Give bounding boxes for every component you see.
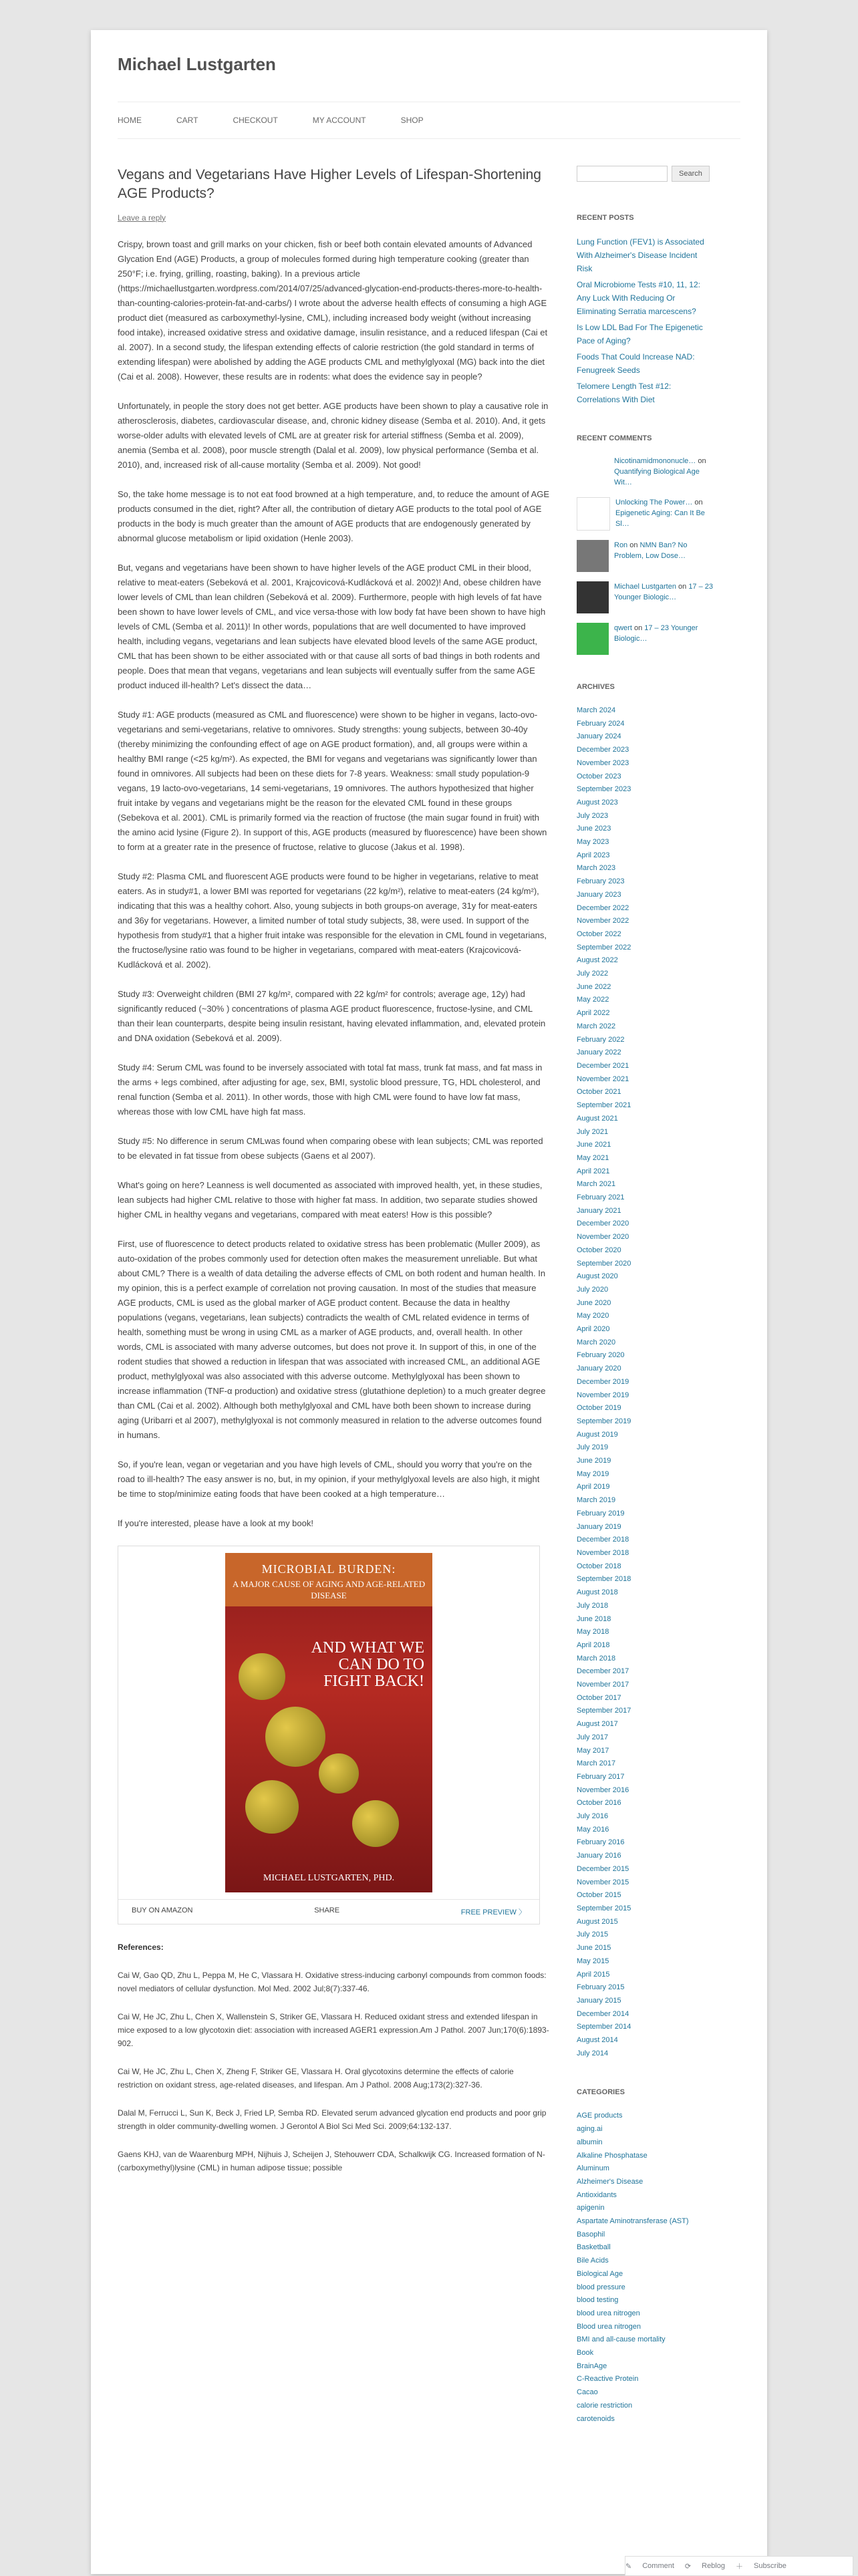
archive-link[interactable]: February 2022 — [577, 1035, 625, 1044]
archive-link[interactable]: January 2016 — [577, 1852, 621, 1860]
search-form — [577, 166, 714, 182]
recent-post-link[interactable]: Lung Function (FEV1) is Associated With Alzheimer's Disease Incident Risk — [577, 237, 704, 273]
book-cover-header — [225, 1553, 432, 1607]
archive-link[interactable]: April 2018 — [577, 1640, 610, 1649]
archive-link[interactable]: December 2022 — [577, 903, 629, 912]
recent-comment-text — [615, 497, 714, 529]
recent-comment-text — [614, 581, 714, 603]
book-widget — [118, 1546, 540, 1924]
post-paragraph: Study #4: Serum CML was found to be inversely associated with total fat mass, trunk fat mass, and fat mass in the arms + legs combined, after adjusting for age, sex, BMI, systolic blood pressure, TG, HDL cholesterol, and renal function (Semba et al. 2011). In other words, those with high CML were found to have low fat mass, whereas those with low CML have high fat mass. — [118, 1062, 543, 1117]
category-link[interactable]: aging.ai — [577, 2125, 603, 2134]
recent-comment-item — [577, 456, 714, 488]
recent-comment-text — [614, 540, 714, 561]
search-button[interactable]: Search — [672, 166, 710, 182]
archive-link[interactable]: August 2020 — [577, 1272, 618, 1281]
microbe-image — [319, 1753, 359, 1794]
archive-link[interactable]: November 2019 — [577, 1391, 629, 1399]
post-paragraph: Unfortunately, in people the story does not get better. AGE products have been shown to play a causative role in atherosclerosis, diabetes, cardiovascular disease, and, chronic kidney disease (Semba et al. 2010). And, it gets worse-older adults with elevated levels of CML are at greater risk for arterial stiffness (Semba et al. 2009), anemia (Semba et al. 2008), poor muscle strength (Dalal et al. 2009), low physical performance (Semba et al. 2010), and, increased risk of all-cause mortality (Semba et al. 2009). Not good! — [118, 400, 549, 470]
archive-link[interactable]: April 2021 — [577, 1167, 610, 1175]
category-link[interactable]: Aspartate Aminotransferase (AST) — [577, 2217, 689, 2226]
archive-link[interactable]: August 2023 — [577, 798, 618, 807]
archive-link[interactable]: July 2017 — [577, 1733, 609, 1741]
archive-link[interactable]: November 2023 — [577, 758, 629, 767]
categories-widget — [577, 2088, 714, 2426]
archive-link[interactable]: February 2021 — [577, 1193, 625, 1202]
archives-title: ARCHIVES — [577, 683, 615, 691]
book-actions — [118, 1899, 539, 1924]
archive-link[interactable]: May 2021 — [577, 1153, 609, 1162]
references-list — [118, 1969, 550, 2174]
nav-shop[interactable]: SHOP — [400, 116, 424, 125]
archive-link[interactable]: July 2015 — [577, 1930, 609, 1939]
archive-link[interactable]: October 2019 — [577, 1404, 621, 1413]
recent-comment-text — [614, 456, 714, 488]
archive-link[interactable]: January 2023 — [577, 890, 621, 899]
archive-link[interactable]: May 2020 — [577, 1312, 609, 1320]
avatar — [577, 623, 609, 655]
comment-author-link[interactable]: Ron — [614, 541, 628, 549]
recent-comment-text — [614, 623, 714, 644]
reference-item: Dalal M, Ferrucci L, Sun K, Beck J, Fried LP, Semba RD. Elevated serum advanced glycation end products and poor grip strength in older community-dwelling women. J Gerontol A Biol Sci Med Sci. 2009;64:132-137. — [118, 2108, 547, 2131]
comment-on-label: on — [631, 624, 645, 632]
post-paragraph: But, vegans and vegetarians have been shown to have higher levels of the AGE product CML in their blood, relative to meat-eaters (Sebeková et al. 2001, Krajcovicová-Kudlácková et al. 2002)! And, obese children have lower levels of CML than lean children (Sebeková et al. 2009). Furthermore, people with high levels of fat have been shown to have lower levels of CML, and vice versa-those with low body fat have been shown to have high levels of CML (Semba et al. 2011)! In other words, populations that are well documented to have improved health, including vegans, vegetarians and lean subjects have elevated blood levels of the same AGE product, CML that has been shown to be either associated with or that cause all sorts of bad things in both rodents and people. Does that mean that vegans, vegetarians and lean subjects will eventually suffer from the same AGE product induced ill-health? Let's dissect the data… — [118, 562, 546, 690]
archive-link[interactable]: February 2016 — [577, 1838, 625, 1847]
archive-link[interactable]: March 2017 — [577, 1759, 616, 1768]
avatar — [577, 497, 610, 531]
archive-link[interactable]: April 2023 — [577, 851, 610, 859]
comment-post-link[interactable]: NMN Ban? No Problem, Low Dose… — [614, 541, 688, 560]
archive-link[interactable]: April 2019 — [577, 1483, 610, 1491]
archive-link[interactable]: August 2018 — [577, 1588, 618, 1597]
archive-link[interactable]: March 2024 — [577, 706, 616, 714]
archive-link[interactable]: January 2021 — [577, 1206, 621, 1215]
archive-link[interactable]: February 2017 — [577, 1772, 625, 1781]
archive-link[interactable]: June 2019 — [577, 1457, 611, 1465]
comment-post-link[interactable]: 17 – 23 Younger Biologic… — [614, 624, 698, 643]
site-description — [118, 75, 740, 98]
subscribe-button[interactable]: Subscribe — [753, 2562, 786, 2570]
category-link[interactable]: Cacao — [577, 2388, 598, 2397]
comment-on-label: on — [676, 583, 689, 591]
archive-link[interactable]: July 2022 — [577, 970, 609, 978]
archive-link[interactable]: March 2018 — [577, 1654, 616, 1663]
recent-post-link[interactable]: Telomere Length Test #12: Correlations With Diet — [577, 382, 672, 404]
archive-link[interactable]: September 2018 — [577, 1575, 631, 1584]
archive-link[interactable]: October 2022 — [577, 929, 621, 938]
archive-link[interactable]: September 2021 — [577, 1101, 631, 1110]
archive-link[interactable]: February 2015 — [577, 1983, 625, 1992]
category-link[interactable]: Alkaline Phosphatase — [577, 2151, 648, 2160]
archive-link[interactable]: August 2015 — [577, 1917, 618, 1926]
archive-link[interactable]: July 2014 — [577, 2049, 609, 2057]
archive-link[interactable]: May 2019 — [577, 1469, 609, 1478]
book-title-3: AND WHAT WE CAN DO TO FIGHT BACK! — [311, 1638, 424, 1691]
category-link[interactable]: C-Reactive Protein — [577, 2375, 639, 2384]
post-paragraph: Study #3: Overweight children (BMI 27 kg/m², compared with 22 kg/m² for controls; average age, 12y) had significantly reduced (~30% ) concentrations of plasma AGE product fluorescence, fructose-lysine, and CML than their lean counterparts, despite being insulin resistant, having elevated inflammation, and, elevated protein and DNA oxidation (Sebeková et al. 2009). — [118, 988, 546, 1043]
archive-link[interactable]: January 2015 — [577, 1996, 621, 2005]
nav-checkout[interactable]: CHECKOUT — [233, 116, 278, 125]
category-link[interactable]: Aluminum — [577, 2164, 609, 2173]
post-paragraph: If you're interested, please have a look at my book! — [118, 1518, 313, 1528]
archive-link[interactable]: June 2022 — [577, 982, 611, 991]
post-title: Vegans and Vegetarians Have Higher Levels of Lifespan-Shortening AGE Products? — [118, 167, 541, 202]
reference-item: Cai W, Gao QD, Zhu L, Peppa M, He C, Vlassara H. Oxidative stress-inducing carbonyl compounds from common foods: novel mediators of cellular dysfunction. Mol Med. 2002 Jul;8(7):337-46. — [118, 1970, 547, 1993]
share-button[interactable]: SHARE — [314, 1906, 340, 1914]
recent-comments-title: RECENT COMMENTS — [577, 434, 652, 442]
archive-link[interactable]: April 2015 — [577, 1970, 610, 1979]
subscribe-icon: ＋ — [735, 2563, 743, 2571]
references — [118, 1941, 550, 2174]
reference-item: Cai W, He JC, Zhu L, Chen X, Zheng F, Striker GE, Vlassara H. Oral glycotoxins determine the effects of calorie restriction on oxidant stress, age-related diseases, and lifespan. Am J Pathol. 2008 Aug;173(2):327-36. — [118, 2066, 514, 2090]
archive-link[interactable]: July 2021 — [577, 1127, 609, 1136]
page-container — [91, 30, 767, 2574]
recent-comments-list — [577, 456, 714, 655]
archive-link[interactable]: June 2015 — [577, 1944, 611, 1953]
comment-post-link[interactable]: Epigenetic Aging: Can It Be Sl… — [615, 509, 705, 528]
microbe-image — [352, 1800, 399, 1847]
search-input[interactable] — [577, 166, 668, 182]
archive-link[interactable]: November 2020 — [577, 1233, 629, 1242]
avatar — [577, 456, 609, 488]
archive-link[interactable]: October 2015 — [577, 1891, 621, 1900]
category-link[interactable]: Biological Age — [577, 2269, 623, 2278]
archive-link[interactable]: December 2021 — [577, 1061, 629, 1070]
recent-comment-item — [577, 497, 714, 531]
category-link[interactable]: calorie restriction — [577, 2401, 633, 2410]
comment-on-label: on — [696, 457, 706, 465]
archive-link[interactable]: January 2022 — [577, 1048, 621, 1057]
post-paragraph: What's going on here? Leanness is well documented as associated with improved health, yet, in these studies, lean subjects had higher CML relative to those with higher fat mass. In addition, two separate studies showed higher CML in healthy vegans and vegetarians, compared with meat eaters! How is this possible? — [118, 1179, 543, 1220]
archive-link[interactable]: September 2023 — [577, 785, 631, 794]
category-link[interactable]: Alzheimer's Disease — [577, 2177, 644, 2186]
archive-link[interactable]: May 2017 — [577, 1746, 609, 1755]
avatar — [577, 581, 609, 613]
archive-link[interactable]: September 2019 — [577, 1417, 631, 1425]
archive-link[interactable]: April 2020 — [577, 1325, 610, 1334]
archive-link[interactable]: December 2023 — [577, 746, 629, 754]
archive-link[interactable]: September 2015 — [577, 1904, 631, 1912]
archive-link[interactable]: September 2022 — [577, 943, 631, 952]
categories-list — [577, 2110, 714, 2426]
recent-comment-item — [577, 581, 714, 613]
archive-link[interactable]: November 2016 — [577, 1785, 629, 1794]
category-link[interactable]: Basophil — [577, 2230, 605, 2239]
site-title[interactable]: Michael Lustgarten — [118, 54, 276, 74]
recent-posts-widget — [577, 214, 714, 406]
category-link[interactable]: Antioxidants — [577, 2190, 617, 2199]
category-link[interactable]: Blood urea nitrogen — [577, 2322, 641, 2331]
archive-link[interactable]: September 2020 — [577, 1259, 631, 1268]
nav-home[interactable]: HOME — [118, 116, 142, 125]
recent-comment-item — [577, 623, 714, 655]
archive-link[interactable]: August 2014 — [577, 2036, 618, 2045]
archive-link[interactable]: June 2020 — [577, 1298, 611, 1307]
microbe-image — [265, 1707, 325, 1767]
archive-link[interactable]: May 2016 — [577, 1825, 609, 1834]
archives-list — [577, 704, 714, 2060]
archive-link[interactable]: December 2019 — [577, 1377, 629, 1386]
archives-widget — [577, 683, 714, 2060]
post-paragraph: First, use of fluorescence to detect products related to oxidative stress has been problematic (Muller 2009), as auto-oxidation of the probes commonly used for detection often makes the measurement unreliable. But what about CML? There is a wealth of data detailing the adverse effects of CML on both rodent and human health. In my opinion, this is a perfect example of correlation not proving causation. In most of the studies that measure AGE products, CML is used as the global marker of AGE product content. Because the data in healthy populations (vegans, vegetarians, lean subjects) contradicts the wealth of CML related evidence in terms of health, something must be wrong in using CML as a marker of AGE products, and, overall health. In other words, CML is associated with many adverse outcomes, but does not prove it. In support of this, in one of the rodent studies that showed a reduction in lifespan that was associated with increased CML, an additional AGE product, methylglyoxal was also associated with this adverse outcome. Methylglyoxal has been shown to increase inflammation (TNF-α production) and oxidative stress (glutathione depletion) to a much greater degree than CML (Cai et al. 2002). Although both methylglyoxal and CML have both been shown to increase during aging (Uribarri et al 2007), methylglyoxal is not commonly measured in relation to the adverse outcomes found in humans. — [118, 1238, 546, 1440]
archive-link[interactable]: December 2014 — [577, 2009, 629, 2018]
recent-post-link[interactable]: Foods That Could Increase NAD: Fenugreek Seeds — [577, 352, 695, 375]
archive-link[interactable]: February 2019 — [577, 1509, 625, 1518]
comment-on-label: on — [692, 498, 703, 507]
archive-link[interactable]: October 2016 — [577, 1799, 621, 1808]
comment-on-label: on — [627, 541, 640, 549]
recent-posts-title: RECENT POSTS — [577, 214, 634, 222]
recent-post-link[interactable]: Is Low LDL Bad For The Epigenetic Pace of Aging? — [577, 323, 703, 345]
archive-link[interactable]: October 2023 — [577, 772, 621, 780]
post-paragraph: Crispy, brown toast and grill marks on your chicken, fish or beef both contain elevated amounts of Advanced Glycation End (AGE) Products, a group of molecules formed during high temperature cooking (greater than 250°F; i.e. frying, grilling, roasting, baking). In a previous article (https://michaellustgarten.wordpress.com/2014/07/25/advanced-glycation-end-products-theres-more-to-health-than-counting-calories-protein-fat-and-carbs/) I wrote about the adverse health effects of consuming a high AGE product diet (measured as carboxymethyl-lysine, CML), including increased body weight (without increasing food intake), increased oxidative stress and oxidative damage, insulin resistance, and a reduced lifespan (Cai et al. 2007). In a second study, the lifespan extending effects of calorie restriction (the gold standard in terms of extending lifespan) were abolished by adding the AGE products CML and methylglyoxal (MG) back into the diet (Cai et al. 2008). However, these results are in rodents: what does the evidence say in people? — [118, 239, 548, 382]
post-paragraph: Study #5: No difference in serum CMLwas found when comparing obese with lean subjects; CML was reported to be elevated in fat tissue from obese subjects (Gaens et al 2007). — [118, 1135, 543, 1161]
category-link[interactable]: Basketball — [577, 2243, 611, 2252]
archive-link[interactable]: August 2022 — [577, 956, 618, 965]
category-link[interactable]: Bile Acids — [577, 2257, 609, 2265]
category-link[interactable]: albumin — [577, 2138, 603, 2146]
comment-post-link[interactable]: 17 – 23 Younger Biologic… — [614, 583, 714, 601]
book-cover[interactable] — [225, 1553, 432, 1892]
archive-link[interactable]: January 2019 — [577, 1522, 621, 1531]
archive-link[interactable]: November 2018 — [577, 1549, 629, 1557]
archive-link[interactable]: August 2021 — [577, 1114, 618, 1123]
action-bar — [625, 2556, 853, 2576]
archive-link[interactable]: February 2024 — [577, 719, 625, 728]
comment-author-link[interactable]: qwert — [614, 624, 632, 632]
category-link[interactable]: blood pressure — [577, 2283, 625, 2291]
archive-link[interactable]: October 2021 — [577, 1088, 621, 1097]
main-navigation — [118, 102, 740, 139]
archive-link[interactable]: March 2019 — [577, 1496, 616, 1505]
archive-link[interactable]: March 2020 — [577, 1338, 616, 1346]
sidebar — [577, 166, 714, 2454]
archive-link[interactable]: February 2023 — [577, 877, 625, 886]
archive-link[interactable]: September 2017 — [577, 1707, 631, 1715]
archive-link[interactable]: October 2020 — [577, 1246, 621, 1254]
archive-link[interactable]: February 2020 — [577, 1351, 625, 1360]
recent-post-link[interactable]: Oral Microbiome Tests #10, 11, 12: Any Luck With Reducing Or Eliminating Serratia marcescens? — [577, 280, 700, 316]
recent-posts-list — [577, 235, 714, 406]
archive-link[interactable]: July 2019 — [577, 1443, 609, 1452]
category-link[interactable]: blood testing — [577, 2296, 619, 2305]
archive-link[interactable]: September 2014 — [577, 2023, 631, 2031]
category-link[interactable]: BrainAge — [577, 2362, 607, 2370]
archive-link[interactable]: August 2017 — [577, 1720, 618, 1729]
archive-link[interactable]: December 2015 — [577, 1864, 629, 1873]
comment-button[interactable]: Comment — [642, 2562, 674, 2570]
archive-link[interactable]: January 2020 — [577, 1365, 621, 1373]
archive-link[interactable]: August 2019 — [577, 1430, 618, 1439]
archive-link[interactable]: July 2018 — [577, 1601, 609, 1610]
reblog-button[interactable]: Reblog — [702, 2562, 725, 2570]
archive-link[interactable]: July 2016 — [577, 1812, 609, 1821]
archive-link[interactable]: October 2017 — [577, 1693, 621, 1702]
archive-link[interactable]: December 2020 — [577, 1220, 629, 1228]
category-link[interactable]: carotenoids — [577, 2414, 615, 2423]
archive-link[interactable]: May 2023 — [577, 838, 609, 847]
post-paragraph: So, if you're lean, vegan or vegetarian and you have high levels of CML, should you worry that you're on the road to ill-health? The easy answer is no, but, in my opinion, if your methylglyoxal levels are also high, it might be time to stop/minimize eating foods that have been cooked at a high temperature… — [118, 1459, 540, 1499]
references-heading: References: — [118, 1942, 164, 1952]
archive-link[interactable]: January 2024 — [577, 732, 621, 741]
post-paragraph: Study #1: AGE products (measured as CML and fluorescence) were shown to be higher in vegans, lacto-ovo-vegetarians and semi-vegetarians, relative to omnivores. Study strengths: young subjects, between 30-40y (thereby minimizing the confounding effect of age on AGE product formation), and, all groups were within a healthy BMI range (<25 kg/m²). As expected, the BMI for vegans and vegetarians was significantly lower than found in omnivores. All subjects had been on these diets for 7-8 years. Weakness: small study population-9 vegans, 19 lacto-ovo-vegetarians, 14 semi-vegetarians, 19 omnivores. The authors hypothesized that higher fruit intake by vegans and vegetarians might be the reason for the elevated CML found in these groups (Sebekova et al. 2001). CML is primarily formed via the reaction of fructose (the main sugar found in fruit) with the amino acid lysine (Figure 2). In support of this, AGE products (measured by fluorescence) have been shown to form at a greater rate in the presence of fructose, relative to glucose (Jakus et al. 1998). — [118, 709, 547, 852]
archive-link[interactable]: July 2020 — [577, 1285, 609, 1294]
category-link[interactable]: BMI and all-cause mortality — [577, 2335, 666, 2344]
archive-link[interactable]: November 2021 — [577, 1075, 629, 1083]
comment-post-link[interactable]: Quantifying Biological Age Wit… — [614, 468, 700, 486]
archive-link[interactable]: June 2023 — [577, 825, 611, 833]
reference-item: Cai W, He JC, Zhu L, Chen X, Wallenstein S, Striker GE, Vlassara H. Reduced oxidant stress and extended lifespan in mice exposed to a low glycotoxin diet: association with increased AGER1 expression.Am J Pathol. 2007 Jun;170(6):1893-902. — [118, 2011, 549, 2048]
nav-cart[interactable]: CART — [176, 116, 198, 125]
archive-link[interactable]: March 2021 — [577, 1180, 616, 1189]
comment-icon: ✎ — [625, 2562, 632, 2571]
chevron-right-icon: 〉 — [518, 1908, 526, 1916]
archive-link[interactable]: June 2021 — [577, 1141, 611, 1149]
post-paragraph: So, the take home message is to not eat food browned at a high temperature, and, to reduce the amount of AGE products consumed in the diet, right? After all, the contribution of dietary AGE products to the total pool of AGE products in the body is much greater than the amount of AGE products that are endogenously generated by abnormal glucose metabolism or lipid oxidation (Henle 2003). — [118, 488, 550, 543]
recent-comment-item — [577, 540, 714, 572]
post-paragraph: Study #2: Plasma CML and fluorescent AGE products were found to be higher in vegetarians, relative to meat eaters. As in study#1, a lower BMI was reported for vegetarians (22 kg/m²), relative to meat-eaters (24 kg/m²), indicating that this was a healthy cohort. Also, young subjects in both groups-on average, 31y for meat-eaters and 36y for vegetarians. However, a limited number of total study subjects, 38, were used. In support of the hypothesis from study#1 that a higher fruit intake was responsible for the elevation in CML found in vegetarians, the fructose/lysine ratio was found to be higher in vegetarians, compared with meat-eaters (Krajcovicová-Kudlácková et al. 2002). — [118, 871, 547, 970]
archive-link[interactable]: April 2022 — [577, 1009, 610, 1018]
archive-link[interactable]: July 2023 — [577, 811, 609, 820]
category-link[interactable]: Book — [577, 2349, 594, 2357]
archive-link[interactable]: May 2018 — [577, 1628, 609, 1636]
free-preview-label: FREE PREVIEW — [460, 1908, 517, 1916]
comment-author-link[interactable]: Nicotinamidmononucle… — [614, 457, 696, 465]
category-link[interactable]: apigenin — [577, 2204, 605, 2212]
post-body — [118, 237, 550, 1531]
reblog-icon: ⟳ — [684, 2562, 692, 2571]
archive-link[interactable]: May 2022 — [577, 996, 609, 1004]
archive-link[interactable]: March 2023 — [577, 864, 616, 873]
book-title-2: A MAJOR CAUSE OF AGING AND AGE-RELATED DISEASE — [232, 1578, 426, 1600]
avatar — [577, 540, 609, 572]
archive-link[interactable]: March 2022 — [577, 1022, 616, 1030]
archive-link[interactable]: June 2018 — [577, 1614, 611, 1623]
buy-on-amazon-button[interactable]: BUY ON AMAZON — [132, 1906, 193, 1914]
archive-link[interactable]: May 2015 — [577, 1957, 609, 1965]
archive-link[interactable]: November 2015 — [577, 1878, 629, 1886]
archive-link[interactable]: November 2017 — [577, 1681, 629, 1689]
recent-comments-widget — [577, 434, 714, 655]
category-link[interactable]: AGE products — [577, 2112, 623, 2120]
microbe-image — [239, 1653, 285, 1700]
archive-link[interactable]: October 2018 — [577, 1562, 621, 1570]
comment-author-link[interactable]: Michael Lustgarten — [614, 583, 676, 591]
nav-my-account[interactable]: MY ACCOUNT — [312, 116, 366, 125]
archive-link[interactable]: December 2018 — [577, 1536, 629, 1544]
reference-item: Gaens KHJ, van de Waarenburg MPH, Nijhuis J, Scheijen J, Stehouwerr CDA, Schalkwijk CG. Increased formation of N-(carboxymethyl)lysine (CML) in human adipose tissue; possible — [118, 2149, 545, 2172]
comment-author-link[interactable]: Unlocking The Power… — [615, 498, 693, 507]
free-preview-button[interactable] — [461, 1906, 526, 1917]
book-title-1: MICROBIAL BURDEN: — [261, 1562, 396, 1576]
category-link[interactable]: blood urea nitrogen — [577, 2309, 640, 2317]
book-author: MICHAEL LUSTGARTEN, PHD. — [263, 1872, 395, 1883]
archive-link[interactable]: November 2022 — [577, 917, 629, 925]
microbe-image — [245, 1780, 299, 1834]
archive-link[interactable]: December 2017 — [577, 1667, 629, 1676]
main-content — [118, 166, 550, 2454]
categories-title: CATEGORIES — [577, 2088, 625, 2097]
leave-reply-link[interactable]: Leave a reply — [118, 212, 166, 223]
